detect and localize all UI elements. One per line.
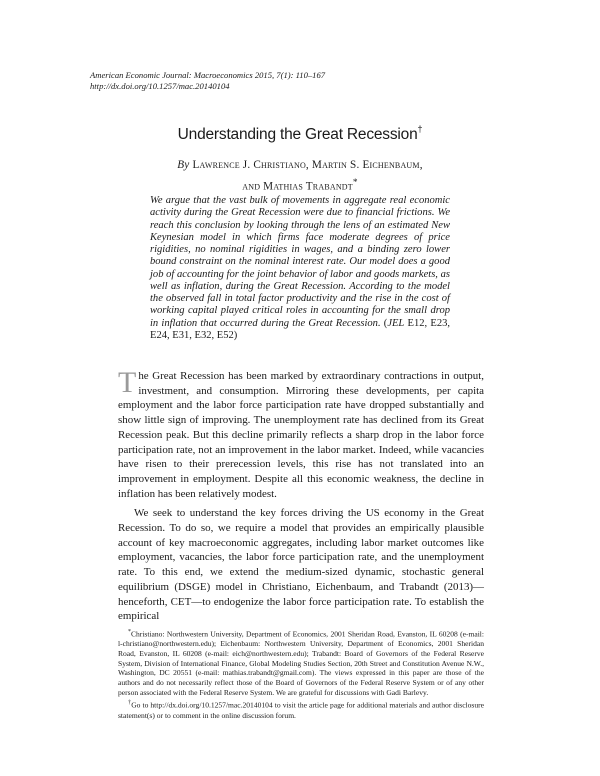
jel-code-list: E12, E23, E24, E31, E32, E52)	[150, 317, 450, 341]
footnote-2-text: Go to http://dx.doi.org/10.1257/mac.20140104 to visit the article page for additional materials and author disclosure statement(s) or to comment in the online discussion forum.	[118, 700, 485, 720]
footnote-affiliations	[118, 628, 484, 697]
footnotes	[118, 628, 484, 720]
article-title	[0, 124, 600, 144]
body-paragraph-2: We seek to understand the key forces driving the US economy in the Great Recession. To do so, we require a model that provides an empirically plausible account of key macroeconomic aggregates, including labor market outcomes like employment, vacancies, the labor force participation rate, and the unemployment rate. To this end, we extend the medium-sized dynamic, stochastic general equilibrium (DSGE) model in Christiano, Eichenbaum, and Trabandt (2013)—henceforth, CET—to endogenize the labor force participation rate. To establish the empirical	[118, 507, 484, 623]
jel-label: JEL	[387, 317, 405, 329]
abstract-text: We argue that the vast bulk of movements in aggregate real economic activity during the Great Recession were due to financial frictions. We reach this conclusion by looking through the lens of an estimated New Keynesian model in which firms face moderate degrees of price rigidities, no nominal rigidities in wages, and a binding zero lower bound constraint on the nominal interest rate. Our model does a good job of accounting for the joint behavior of labor and goods markets, as well as inflation, during the Great Recession. According to the model the observed fall in total factor productivity and the rise in the cost of working capital played critical roles in accounting for the small drop in inflation that occurred during the Great Recession.	[150, 195, 450, 329]
doi-link[interactable]: http://dx.doi.org/10.1257/mac.20140104	[90, 81, 230, 91]
authors-line-2	[0, 174, 600, 196]
author-by: By	[177, 159, 190, 171]
body-paragraph-1	[118, 366, 484, 501]
jel-open: (	[383, 317, 388, 329]
journal-citation: American Economic Journal: Macroeconomics 2015, 7(1): 110–167	[90, 70, 326, 80]
drop-cap: T	[118, 366, 137, 399]
body-paragraph-1-text: he Great Recession has been marked by extraordinary contractions in output, investment, and consumption. Mirroring these developments, per capita employment and the labor force participation rate have dropped substantially and show little sign of improving. The unemployment rate has declined from its Great Recession peak. But this decline primarily reflects a sharp drop in the labor force participation rate, not an improvement in the labor market. Indeed, while vacancies have risen to their prerecession levels, this rise has not translated into an improvement in employment. Despite all this economic weakness, the decline in inflation has been relatively modest.	[118, 370, 484, 500]
abstract	[150, 195, 450, 342]
authors-line-1	[0, 156, 600, 174]
footnote-1-mark: *	[128, 629, 131, 635]
article-title-text: Understanding the Great Recession	[177, 126, 418, 143]
footnote-1-text: Christiano: Northwestern University, Department of Economics, 2001 Sheridan Road, Evanston, IL 60208 (e-mail: l-christiano@northwestern.edu); Eichenbaum: Northwestern University, Department of Economics, 2001 Sheridan Road, Evanston, IL 60208 (e-mail: eich@northwestern.edu); Trabandt: Board of Governors of the Federal Reserve System, Division of International Finance, Global Modeling Studies Section, 20th Street and Constitution Avenue N.W., Washington, DC 20551 (e-mail: mathias.trabandt@gmail.com). The views expressed in this paper are those of the authors and do not necessarily reflect those of the Board of Governors of the Federal Reserve System or of any other person associated with the Federal Reserve System. We are grateful for discussions with Gadi Barlevy.	[118, 629, 484, 697]
title-footnote-mark[interactable]: †	[417, 124, 423, 134]
article-body	[118, 366, 484, 624]
authors-names-1: Lawrence J. Christiano, Martin S. Eichenbaum,	[192, 159, 423, 171]
author-footnote-mark[interactable]: *	[352, 178, 358, 188]
author-list	[0, 156, 600, 196]
footnote-article-page	[118, 699, 484, 720]
journal-header	[90, 70, 510, 92]
authors-names-2: and Mathias Trabandt	[242, 180, 353, 193]
footnote-2-mark: †	[128, 700, 132, 707]
